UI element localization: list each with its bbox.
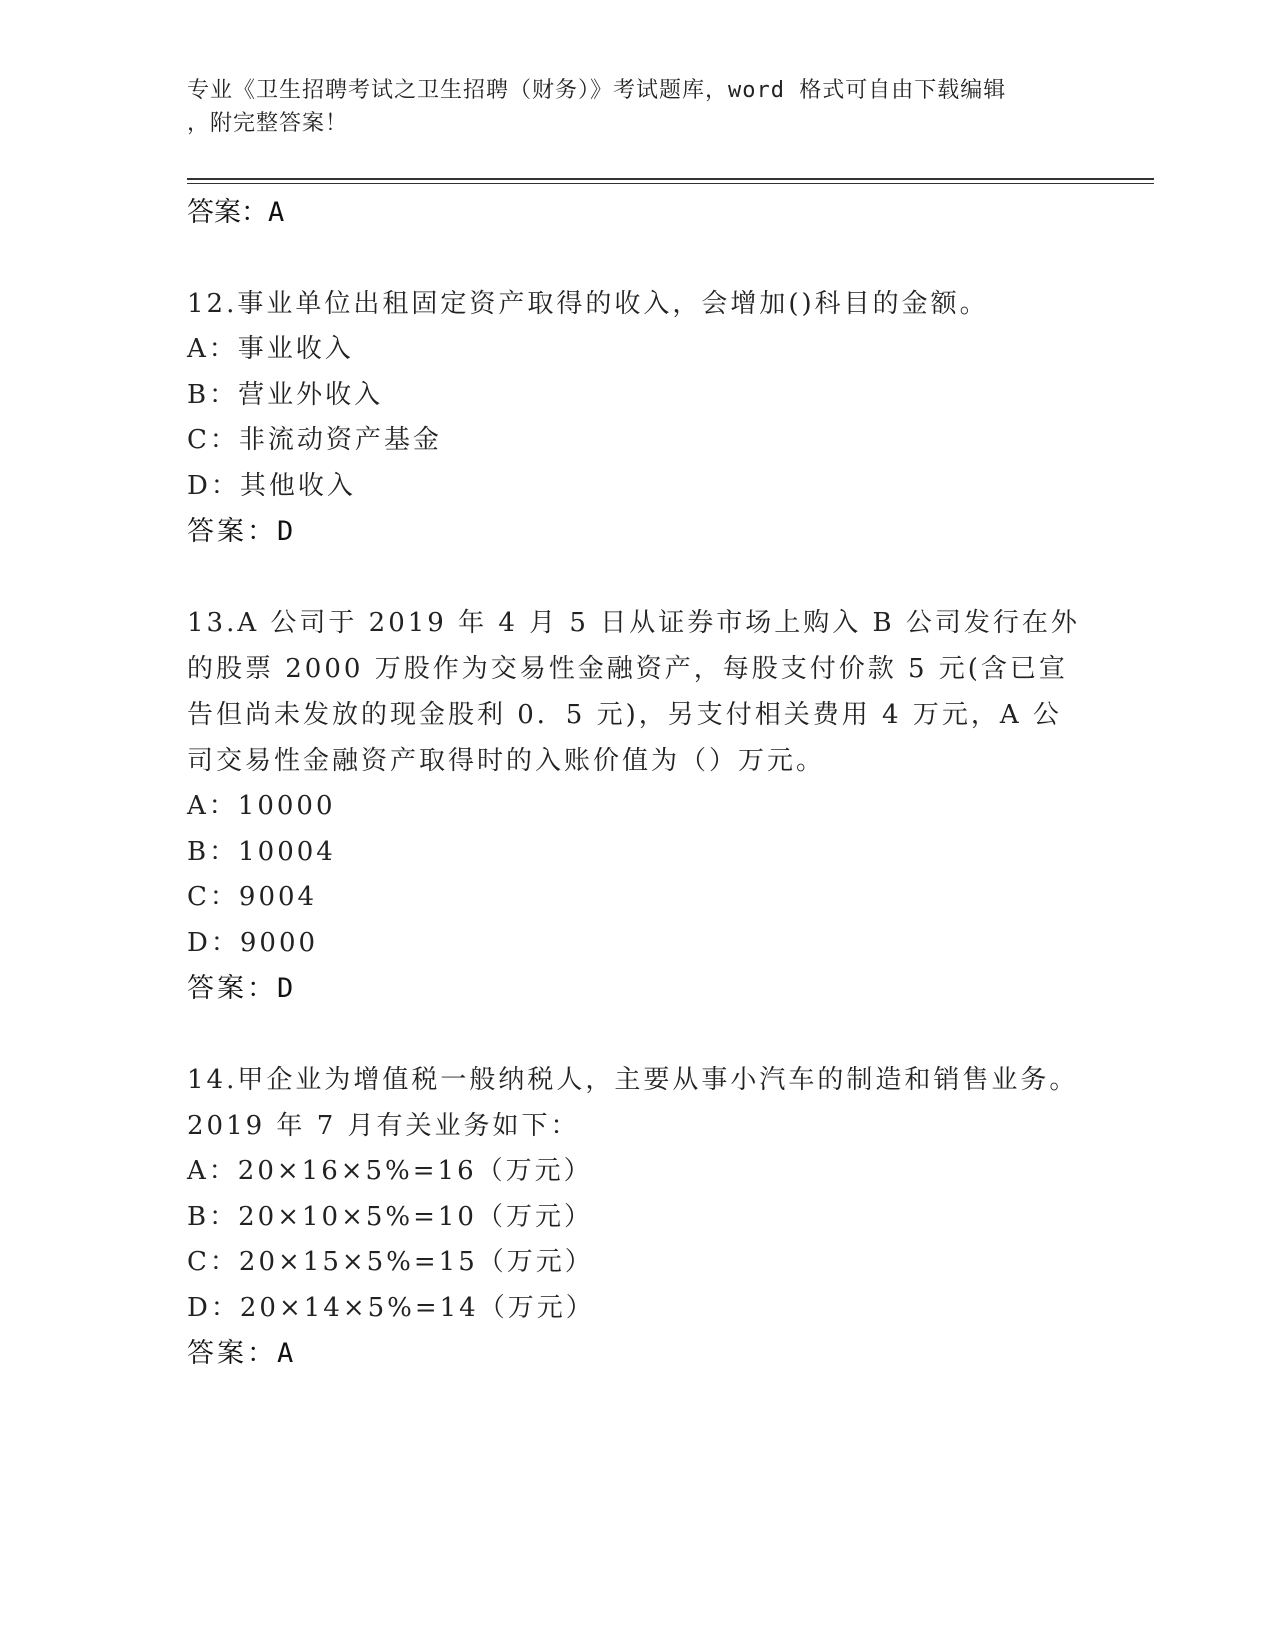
option-key: B： [187, 1201, 239, 1232]
answer-line [187, 509, 1087, 555]
answer-line [187, 966, 1087, 1012]
option-key: C： [187, 425, 239, 455]
option-a [187, 784, 1087, 830]
option-key: A： [187, 791, 238, 821]
option-text: 其他收入 [239, 470, 356, 501]
option-b [187, 1195, 1087, 1241]
option-key: C： [187, 1247, 239, 1277]
question-14 [187, 1057, 1087, 1377]
question-stem: 14.甲企业为增值税一般纳税人，主要从事小汽车的制造和销售业务。2019 年 7 月有关业务如下： [187, 1065, 1079, 1141]
option-text: 营业外收入 [238, 379, 384, 410]
answer-line [187, 1331, 1087, 1377]
document-header [187, 74, 1087, 140]
header-divider-thick [187, 178, 1154, 180]
option-key: A： [187, 1156, 238, 1186]
answer-label: 答案： [187, 197, 268, 228]
answer-value: D [277, 973, 297, 1004]
option-d [187, 921, 1087, 967]
question-12 [187, 281, 1087, 555]
question-stem: 12.事业单位出租固定资产取得的收入，会增加()科目的金额。 [187, 289, 989, 319]
option-c [187, 418, 1087, 464]
option-b [187, 373, 1087, 419]
option-key: B： [187, 379, 239, 410]
answer-value: A [277, 1338, 297, 1369]
option-d [187, 1286, 1087, 1332]
option-b [187, 830, 1087, 876]
option-key: D： [187, 927, 240, 958]
option-text: 20×16×5%=16（万元） [237, 1156, 593, 1186]
option-key: D： [187, 1292, 240, 1323]
answer-label: 答案： [187, 516, 277, 547]
header-line-2: ，附完整答案！ [187, 111, 349, 136]
option-text: 20×14×5%=14（万元） [239, 1292, 595, 1323]
option-text: 9000 [239, 927, 319, 958]
option-key: C： [187, 882, 239, 912]
option-key: A： [187, 334, 238, 364]
option-c [187, 875, 1087, 921]
option-text: 10000 [237, 791, 336, 821]
header-line-1: 专业《卫生招聘考试之卫生招聘（财务）》考试题库，word 格式可自由下载编辑 [187, 78, 1007, 103]
option-text: 20×15×5%=15（万元） [238, 1247, 594, 1277]
option-text: 10004 [238, 836, 336, 867]
option-text: 20×10×5%=10（万元） [238, 1201, 593, 1232]
option-key: D： [187, 470, 240, 501]
document-body [187, 190, 1087, 1377]
answer-label: 答案： [187, 973, 277, 1004]
option-c [187, 1240, 1087, 1286]
option-d [187, 464, 1087, 510]
header-divider-thin [187, 183, 1154, 184]
answer-label: 答案： [187, 1338, 277, 1369]
answer-value: A [268, 197, 285, 228]
option-text: 事业收入 [237, 334, 354, 364]
option-text: 9004 [238, 882, 318, 912]
answer-value: D [277, 516, 297, 547]
question-13 [187, 600, 1087, 1012]
option-a [187, 327, 1087, 373]
option-key: B： [187, 836, 239, 867]
option-a [187, 1149, 1087, 1195]
answer-line-q11 [187, 190, 1087, 236]
question-stem: 13.A 公司于 2019 年 4 月 5 日从证券市场上购入 B 公司发行在外的股票 2000 万股作为交易性金融资产，每股支付价款 5 元(含已宣告但尚未发放的现金股利 0．5 元)，另支付相关费用 4 万元，A 公司交易性金融资产取得时的入账价值为（）万元。 [187, 608, 1080, 776]
option-text: 非流动资产基金 [238, 425, 442, 455]
